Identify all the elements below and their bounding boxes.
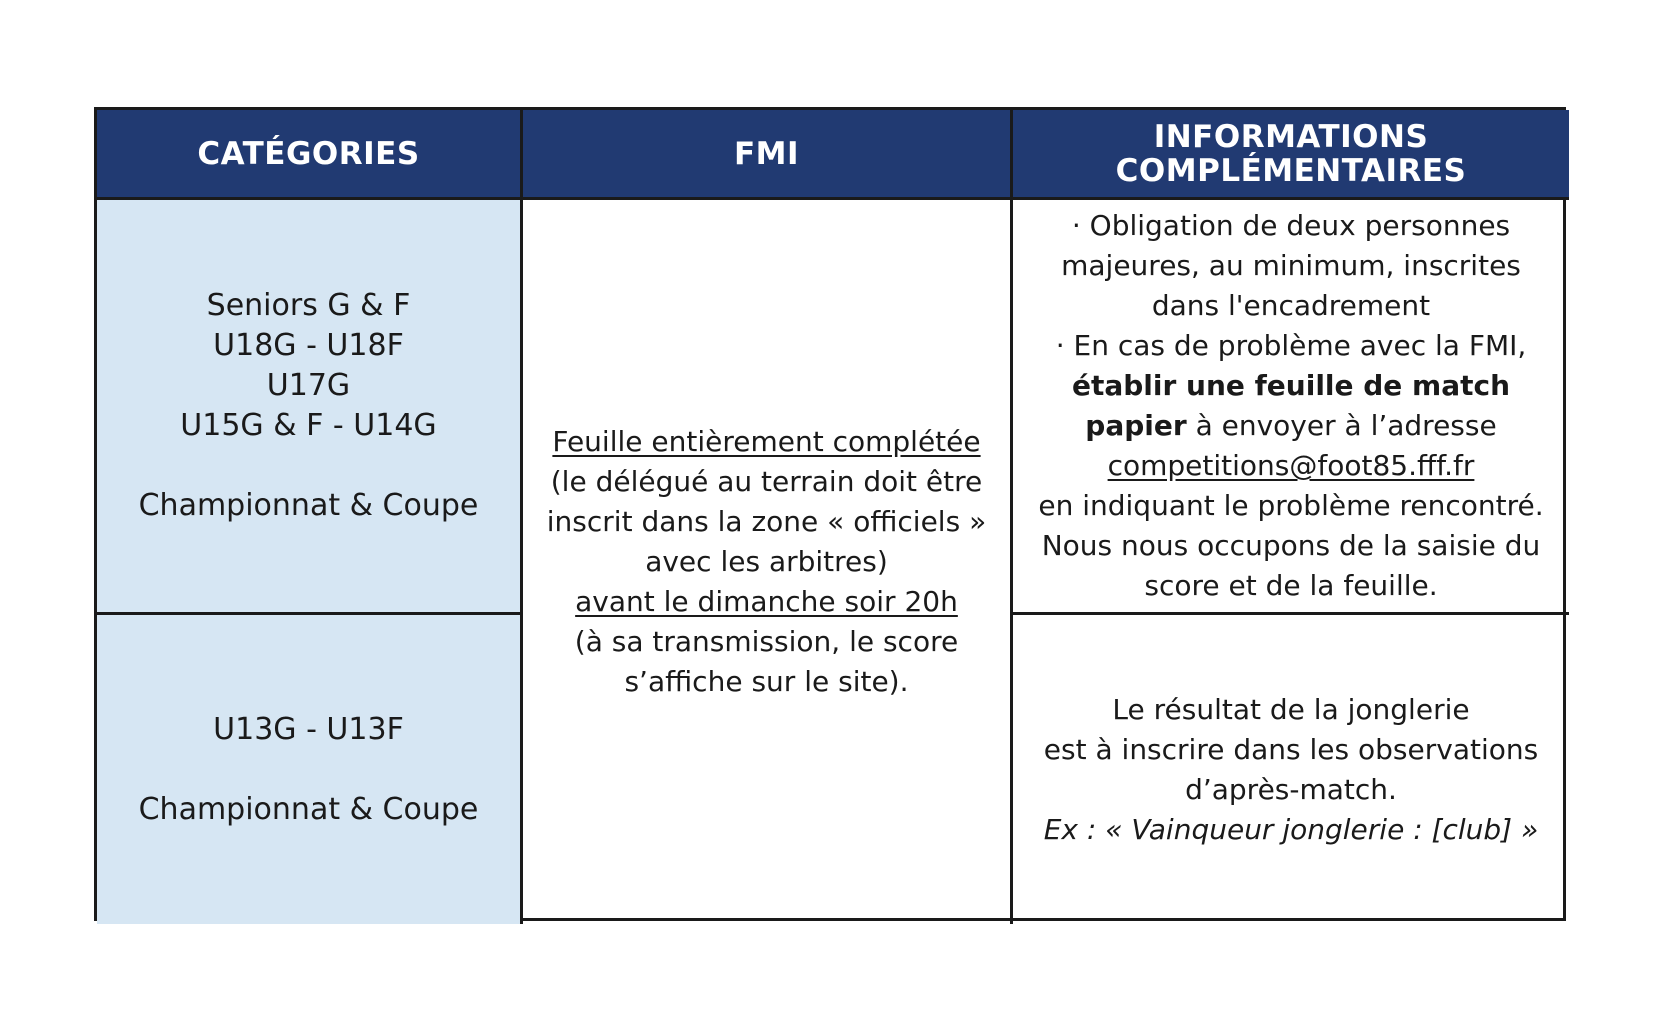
fmi-deadline: avant le dimanche soir 20h	[575, 585, 958, 618]
bullet-icon: ·	[1055, 329, 1065, 362]
info-line9: Nous nous occupons de la saisie du	[1041, 529, 1541, 562]
fmi-line1: Feuille entièrement complétée	[552, 425, 981, 458]
email-link[interactable]: competitions@foot85.fff.fr	[1107, 449, 1475, 482]
bullet-icon: ·	[1071, 209, 1081, 242]
info-line1: Obligation de deux personnes	[1089, 209, 1511, 242]
info-u13-line3: d’après-match.	[1185, 772, 1397, 806]
category-label: Seniors G & F	[206, 288, 411, 323]
info-line4: En cas de problème avec la FMI,	[1073, 329, 1527, 362]
header-categories-label: CATÉGORIES	[197, 135, 420, 172]
header-info	[1013, 110, 1569, 200]
fmi-info-table	[94, 107, 1566, 921]
header-info-line2: COMPLÉMENTAIRES	[1115, 152, 1467, 189]
info-line6-bold: papier	[1085, 409, 1187, 442]
info-u13-line2: est à inscrire dans les observations	[1043, 732, 1539, 766]
header-info-line1: INFORMATIONS	[1153, 118, 1429, 155]
category-label: U13G - U13F	[213, 711, 404, 747]
info-cell-u13	[1013, 612, 1569, 924]
info-cell-senior	[1013, 200, 1569, 612]
category-label: U15G & F - U14G	[180, 408, 437, 443]
info-line3: dans l'encadrement	[1151, 289, 1431, 322]
categories-cell-senior	[97, 200, 523, 612]
info-line10: score et de la feuille.	[1144, 569, 1438, 602]
fmi-line6: (à sa transmission, le score	[574, 625, 959, 658]
fmi-line3: inscrit dans la zone « officiels »	[546, 505, 987, 538]
categories-cell-u13	[97, 612, 523, 924]
info-line8: en indiquant le problème rencontré.	[1038, 489, 1544, 522]
fmi-line7: s’affiche sur le site).	[624, 665, 909, 698]
info-u13-example: Ex : « Vainqueur jonglerie : [club] »	[1043, 812, 1539, 846]
fmi-cell	[523, 200, 1013, 924]
header-fmi-label: FMI	[733, 135, 800, 172]
header-fmi	[523, 110, 1013, 200]
info-u13-line1: Le résultat de la jonglerie	[1112, 692, 1470, 726]
fmi-line4: avec les arbitres)	[645, 545, 888, 578]
info-line2: majeures, au minimum, inscrites	[1061, 249, 1521, 282]
competition-label: Championnat & Coupe	[138, 791, 479, 827]
category-label: U17G	[266, 368, 351, 403]
fmi-line2: (le délégué au terrain doit être	[550, 465, 983, 498]
header-categories	[97, 110, 523, 200]
competition-label: Championnat & Coupe	[138, 488, 479, 523]
info-line6-rest: à envoyer à l’adresse	[1186, 409, 1497, 442]
category-label: U18G - U18F	[213, 328, 404, 363]
info-line5: établir une feuille de match	[1071, 369, 1511, 402]
